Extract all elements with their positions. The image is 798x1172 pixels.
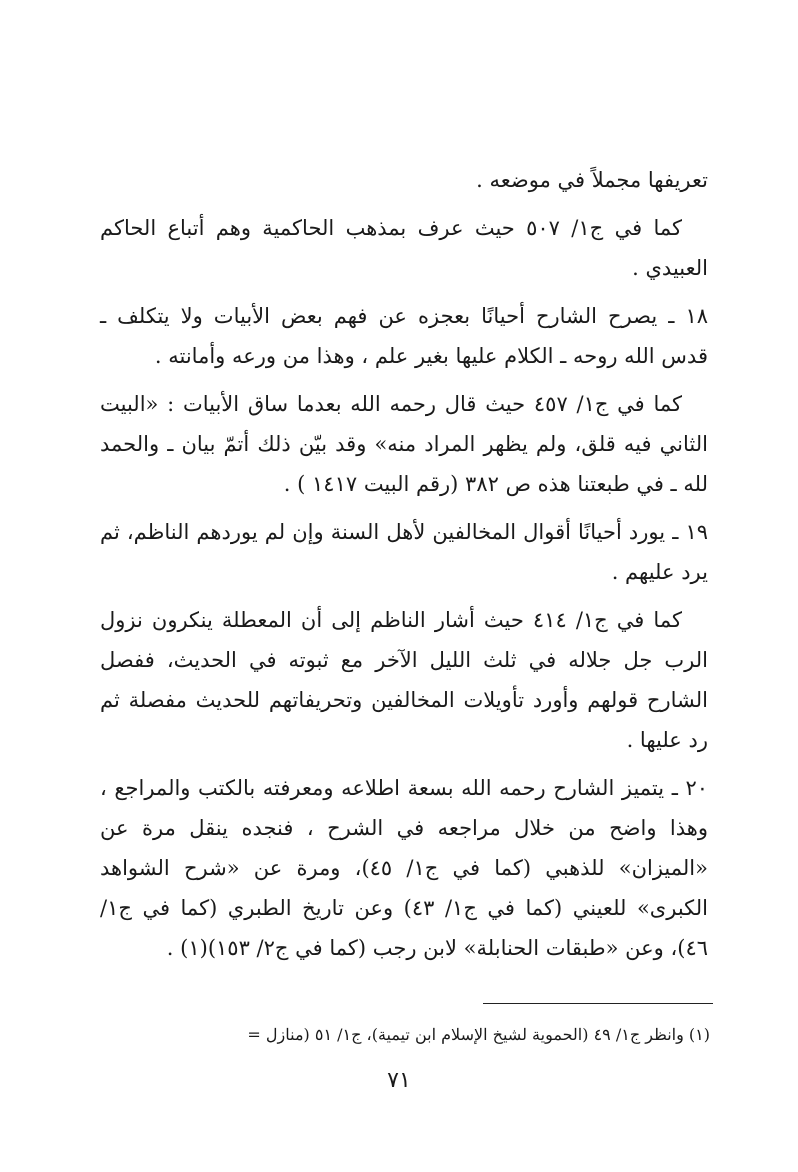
paragraph: تعريفها مجملاً في موضعه . (476, 168, 708, 192)
paragraph: ٢٠ ـ يتميز الشارح رحمه الله بسعة اطلاعه ومعرفته بالكتب والمراجع ، وهذا واضح من خلال مراجعه في الشرح ، فنجده ينقل مرة عن «الميزان» للذهبي (كما في ج١/ ٤٥)، ومرة عن «شرح الشواهد الكبرى» للعيني (كما في ج١/ ٤٣) وعن تاريخ الطبري (كما في ج١/ ٤٦)، وعن «طبقات الحنابلة» لابن رجب (كما في ج٢/ ١٥٣)(١) . (100, 776, 708, 960)
paragraph: كما في ج١/ ٤١٤ حيث أشار الناظم إلى أن المعطلة ينكرون نزول الرب جل جلاله في ثلث الليل الآخر مع ثبوته في الحديث، ففصل الشارح قولهم وأورد تأويلات المخالفين وتحريفاتهم للحديث مفصلة ثم رد عليها . (100, 608, 708, 752)
body-text (100, 160, 708, 976)
paragraph: كما في ج١/ ٥٠٧ حيث عرف بمذهب الحاكمية وهم أتباع الحاكم العبيدي . (100, 216, 708, 280)
paragraph: ١٩ ـ يورد أحيانًا أقوال المخالفين لأهل السنة وإن لم يوردهم الناظم، ثم يرد عليهم . (100, 520, 708, 584)
paragraph: ١٨ ـ يصرح الشارح أحيانًا بعجزه عن فهم بعض الأبيات ولا يتكلف ـ قدس الله روحه ـ الكلام عليها بغير علم ، وهذا من ورعه وأمانته . (100, 304, 708, 368)
paragraph: كما في ج١/ ٤٥٧ حيث قال رحمه الله بعدما ساق الأبيات : «البيت الثاني فيه قلق، ولم يظهر المراد منه» وقد بيّن ذلك أتمّ بيان ـ والحمد لله ـ في طبعتنا هذه ص ٣٨٢ (رقم البيت ١٤١٧ ) . (100, 392, 708, 496)
footnote: (١) وانظر ج١/ ٤٩ (الحموية لشيخ الإسلام ابن تيمية)، ج١/ ٥١ (منازل = (247, 1025, 710, 1044)
footnote-divider (483, 1003, 713, 1004)
page-number: ٧١ (387, 1068, 411, 1093)
